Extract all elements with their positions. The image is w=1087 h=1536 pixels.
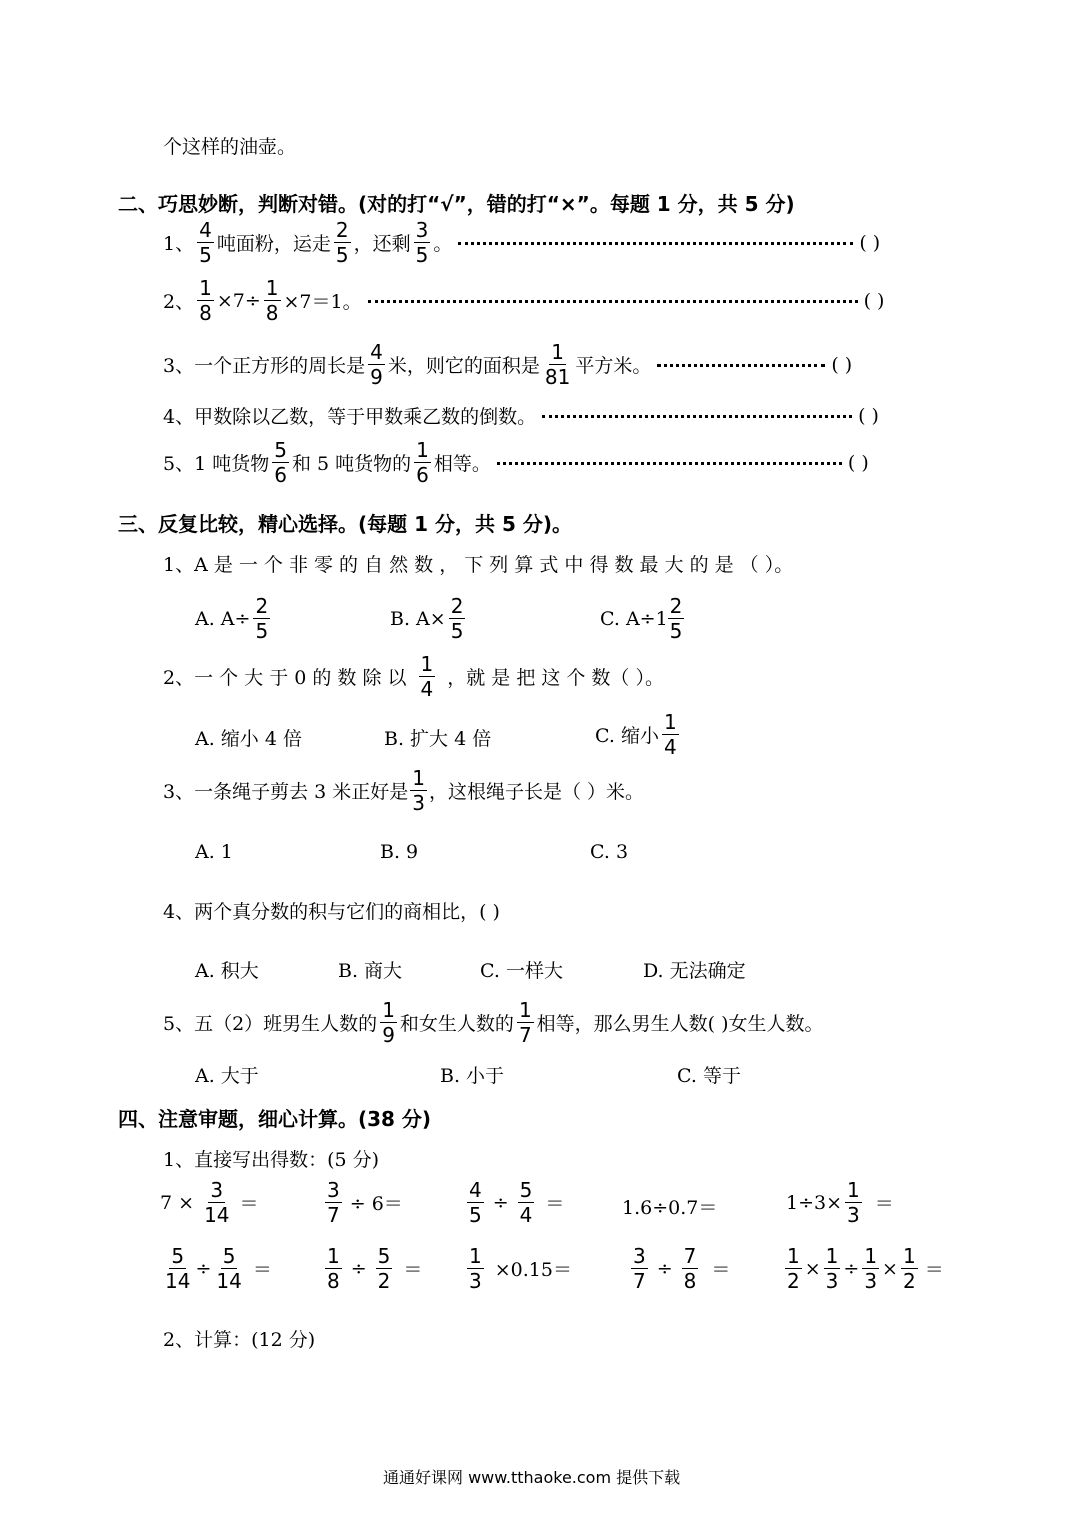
fraction — [414, 220, 431, 265]
calc-2-5 — [782, 1246, 944, 1291]
numerator: 2 — [255, 594, 269, 618]
expr-text: ＝ — [403, 1259, 423, 1281]
q-text: 米，则它的面积是 — [387, 355, 540, 377]
fraction — [197, 220, 214, 265]
q-text: 。 — [433, 233, 453, 255]
q-text: 5、五（2）班男生人数的 — [163, 1013, 378, 1035]
calc-1-1 — [160, 1180, 259, 1225]
numerator: 5 — [222, 1244, 236, 1268]
q-text: 一个正方形的周长是 — [194, 355, 366, 377]
s3-question-1 — [163, 550, 793, 577]
part-title: 1、直接写出得数：(5 分) — [163, 1149, 380, 1171]
s3-q5-option-a[interactable] — [195, 1061, 259, 1088]
operator: ÷ — [195, 1257, 212, 1280]
fraction — [467, 1180, 484, 1225]
fraction — [368, 342, 385, 387]
denominator: 5 — [669, 619, 683, 643]
dot-leader — [458, 242, 853, 245]
dot-leader — [497, 462, 842, 465]
denominator: 8 — [327, 1269, 340, 1293]
option-label: C. 3 — [590, 841, 629, 863]
fraction — [253, 596, 270, 641]
s3-q1-option-a[interactable] — [195, 596, 273, 641]
s3-q2-option-c[interactable] — [595, 712, 682, 757]
numerator: 5 — [274, 438, 287, 462]
q-text: 和女生人数的 — [399, 1013, 514, 1035]
s3-q4-option-b[interactable] — [338, 956, 402, 983]
fraction — [662, 712, 679, 757]
numerator: 1 — [902, 1244, 916, 1268]
calc-2-1 — [160, 1246, 272, 1291]
denominator: 5 — [199, 243, 212, 267]
option-label: C. 缩小 — [595, 725, 659, 747]
fraction — [419, 654, 436, 699]
numerator: 1 — [551, 340, 564, 364]
expr-text: ＝ — [239, 1193, 259, 1215]
option-label: C. A÷1 — [600, 607, 668, 630]
expr-text: 1.6÷0.7＝ — [622, 1197, 718, 1219]
numerator: 7 — [683, 1244, 697, 1268]
fraction — [197, 278, 214, 323]
q-text: 3、一条绳子剪去 3 米正好是 — [163, 781, 409, 803]
fraction — [467, 1246, 484, 1291]
s3-q2-option-b[interactable] — [384, 724, 491, 751]
numerator: 5 — [377, 1244, 391, 1268]
denominator: 7 — [518, 1023, 532, 1047]
section-4-heading — [118, 1103, 431, 1132]
denominator: 6 — [416, 463, 429, 487]
q-num: 2、 — [163, 291, 195, 313]
s3-q1-option-c[interactable] — [600, 596, 687, 641]
section-3-heading-text: 三、反复比较，精心选择。(每题 1 分，共 5 分)。 — [118, 512, 572, 536]
denominator: 7 — [633, 1269, 646, 1293]
fraction — [325, 1246, 342, 1291]
fraction — [668, 596, 685, 641]
option-label: A. 积大 — [195, 960, 259, 982]
s3-question-3 — [163, 768, 644, 813]
denominator: 4 — [420, 677, 434, 701]
numerator: 3 — [327, 1178, 340, 1202]
q-text: ，就 是 把 这 个 数（ ）。 — [447, 667, 664, 689]
answer-blank[interactable]: ( ) — [858, 404, 879, 427]
denominator: 5 — [450, 619, 464, 643]
s3-q5-option-b[interactable] — [440, 1061, 504, 1088]
q-text: 甲数除以乙数，等于甲数乘乙数的倒数。 — [194, 406, 537, 428]
denominator: 3 — [825, 1269, 839, 1293]
numerator: 3 — [210, 1178, 224, 1202]
s2-question-1 — [163, 220, 880, 265]
fraction — [380, 1000, 397, 1045]
calc-2-4 — [628, 1246, 730, 1291]
fraction — [517, 1000, 534, 1045]
expr-text: ＝ — [711, 1259, 731, 1281]
denominator: 14 — [216, 1269, 242, 1293]
part-title: 2、计算：(12 分) — [163, 1329, 316, 1351]
option-label: A. 缩小 4 倍 — [195, 728, 302, 750]
numerator: 4 — [199, 218, 212, 242]
fraction — [901, 1246, 918, 1291]
q-text: 4、两个真分数的积与它们的商相比，( ) — [163, 901, 500, 923]
fraction — [214, 1246, 243, 1291]
denominator: 14 — [204, 1203, 230, 1227]
s4-part-2-title — [163, 1325, 315, 1352]
option-label: C. 一样大 — [480, 960, 563, 982]
denominator: 4 — [663, 735, 677, 759]
expr-text: ＝ — [924, 1259, 944, 1281]
fraction — [682, 1246, 699, 1291]
section-2-heading-text: 二、巧思妙断，判断对错。(对的打“√”，错的打“×”。每题 1 分，共 5 分) — [118, 192, 795, 216]
numerator: 1 — [825, 1244, 839, 1268]
operator: ÷ — [492, 1191, 509, 1214]
q-text: 相等，那么男生人数( )女生人数。 — [536, 1013, 824, 1035]
denominator: 9 — [382, 1023, 395, 1047]
fraction — [272, 440, 289, 485]
expr-text: 7 × — [160, 1191, 195, 1214]
fraction — [414, 440, 431, 485]
denominator: 2 — [377, 1269, 391, 1293]
fraction — [163, 1246, 192, 1291]
q-text: ，还剩 — [353, 233, 411, 255]
option-label: C. 等于 — [677, 1065, 741, 1087]
calc-2-3 — [464, 1246, 572, 1291]
section-3-heading — [118, 508, 572, 537]
fraction — [264, 278, 281, 323]
q-text: 2、一 个 大 于 0 的 数 除 以 — [163, 667, 407, 689]
denominator: 4 — [519, 1203, 533, 1227]
section-4-heading-text: 四、注意审题，细心计算。(38 分) — [118, 1107, 432, 1131]
denominator: 2 — [787, 1269, 800, 1293]
numerator: 1 — [382, 998, 395, 1022]
q-text: ，这根绳子长是（ ）米。 — [429, 781, 645, 803]
q-text: ×7÷ — [216, 289, 261, 312]
q-text: 吨面粉，运走 — [216, 233, 331, 255]
fraction — [785, 1246, 802, 1291]
section-2-heading — [118, 188, 795, 217]
denominator: 3 — [412, 791, 425, 815]
dot-leader — [542, 415, 852, 418]
operator: × — [804, 1257, 821, 1280]
calc-2-2 — [322, 1246, 422, 1291]
s3-q3-option-c[interactable] — [590, 841, 628, 863]
answer-blank[interactable]: ( ) — [847, 451, 869, 474]
s3-question-2 — [163, 654, 664, 699]
fraction — [845, 1180, 862, 1225]
fraction — [824, 1246, 841, 1291]
denominator: 6 — [274, 463, 287, 487]
s2-question-4 — [163, 402, 879, 429]
denominator: 9 — [370, 365, 383, 389]
numerator: 1 — [265, 276, 279, 300]
numerator: 1 — [469, 1244, 482, 1268]
denominator: 5 — [335, 243, 349, 267]
dot-leader — [657, 364, 825, 367]
option-label: B. 扩大 4 倍 — [384, 728, 492, 750]
numerator: 1 — [663, 710, 677, 734]
calc-1-2 — [322, 1180, 403, 1225]
q-text: ×7＝1。 — [283, 291, 362, 313]
option-label: A. 大于 — [195, 1065, 259, 1087]
expr-text: ＝ — [874, 1193, 894, 1215]
denominator: 8 — [199, 301, 212, 325]
numerator: 1 — [787, 1244, 800, 1268]
q-text: 和 5 吨货物的 — [291, 453, 412, 475]
fraction — [202, 1180, 231, 1225]
s3-q4-option-a[interactable] — [195, 956, 259, 983]
calc-1-5 — [786, 1180, 894, 1225]
expr-text: 1÷3× — [786, 1191, 843, 1214]
fraction — [518, 1180, 535, 1225]
numerator: 2 — [335, 218, 349, 242]
numerator: 1 — [420, 652, 434, 676]
s3-q4-option-d[interactable] — [643, 956, 746, 983]
expr-text: ＝ — [545, 1193, 565, 1215]
calc-1-3 — [464, 1180, 564, 1225]
footer-text: 通通好课网 www.tthaoke.com 提供下载 — [383, 1468, 681, 1487]
expr-text: ＝ — [252, 1259, 272, 1281]
option-label: B. A× — [390, 607, 446, 630]
option-label: D. 无法确定 — [643, 960, 746, 982]
option-label: B. 小于 — [440, 1065, 505, 1087]
denominator: 81 — [544, 365, 571, 389]
denominator: 3 — [847, 1203, 860, 1227]
denominator: 14 — [165, 1269, 191, 1293]
answer-blank[interactable]: ( ) — [859, 231, 881, 254]
q-text: 1 吨货物 — [194, 453, 270, 475]
denominator: 2 — [902, 1269, 916, 1293]
numerator: 3 — [415, 218, 429, 242]
option-label: B. 9 — [380, 841, 419, 863]
numerator: 5 — [519, 1178, 533, 1202]
denominator: 8 — [683, 1269, 697, 1293]
operator: ÷ — [656, 1257, 673, 1280]
q-text: 1、A 是 一 个 非 零 的 自 然 数 ， 下 列 算 式 中 得 数 最 大 的 是 （ ）。 — [163, 554, 794, 576]
denominator: 3 — [864, 1269, 878, 1293]
numerator: 1 — [518, 998, 532, 1022]
page-footer — [383, 1465, 680, 1488]
denominator: 8 — [265, 301, 279, 325]
numerator: 1 — [416, 438, 429, 462]
s3-q5-option-c[interactable] — [677, 1061, 741, 1088]
s4-part-1-title — [163, 1145, 379, 1172]
fraction — [543, 342, 572, 387]
denominator: 5 — [415, 243, 429, 267]
operator: ÷ — [843, 1257, 860, 1280]
s3-q1-option-b[interactable] — [390, 596, 468, 641]
s2-question-5 — [163, 440, 869, 485]
denominator: 7 — [327, 1203, 340, 1227]
expr-text: ÷ 6＝ — [349, 1193, 403, 1215]
numerator: 4 — [370, 340, 383, 364]
fraction — [410, 768, 427, 813]
option-label: A. 1 — [195, 841, 233, 863]
numerator: 4 — [469, 1178, 482, 1202]
fraction — [631, 1246, 648, 1291]
continued-text-content: 个这样的油壶。 — [163, 136, 297, 158]
option-label: B. 商大 — [338, 960, 403, 982]
denominator: 5 — [469, 1203, 482, 1227]
continued-text — [163, 132, 296, 159]
q-text: 相等。 — [433, 453, 491, 475]
s3-q4-option-c[interactable] — [480, 956, 563, 983]
denominator: 5 — [255, 619, 269, 643]
q-num: 5、 — [163, 453, 195, 475]
dot-leader — [368, 300, 858, 303]
numerator: 5 — [171, 1244, 185, 1268]
s3-question-4 — [163, 897, 500, 924]
calc-1-4 — [622, 1193, 717, 1220]
q-text: 平方米。 — [575, 355, 652, 377]
denominator: 3 — [469, 1269, 482, 1293]
fraction — [334, 220, 351, 265]
numerator: 2 — [450, 594, 464, 618]
fraction — [862, 1246, 879, 1291]
numerator: 2 — [669, 594, 683, 618]
expr-text: ×0.15＝ — [494, 1259, 572, 1281]
answer-blank[interactable]: ( ) — [863, 289, 885, 312]
q-num: 1、 — [163, 233, 195, 255]
q-num: 4、 — [163, 406, 195, 428]
fraction — [376, 1246, 393, 1291]
q-num: 3、 — [163, 355, 195, 377]
fraction — [325, 1180, 342, 1225]
numerator: 1 — [864, 1244, 878, 1268]
numerator: 1 — [327, 1244, 340, 1268]
option-label: A. A÷ — [195, 607, 251, 630]
s2-question-3 — [163, 342, 852, 387]
numerator: 3 — [633, 1244, 646, 1268]
numerator: 1 — [199, 276, 212, 300]
s3-q3-option-a[interactable] — [195, 841, 233, 863]
operator: × — [882, 1257, 898, 1280]
numerator: 1 — [412, 766, 425, 790]
s2-question-2 — [163, 278, 884, 323]
fraction — [449, 596, 466, 641]
numerator: 1 — [847, 1178, 860, 1202]
s3-q2-option-a[interactable] — [195, 724, 302, 751]
answer-blank[interactable]: ( ) — [831, 353, 853, 376]
s3-q3-option-b[interactable] — [380, 841, 418, 863]
s3-question-5 — [163, 1000, 824, 1045]
operator: ÷ — [350, 1257, 367, 1280]
